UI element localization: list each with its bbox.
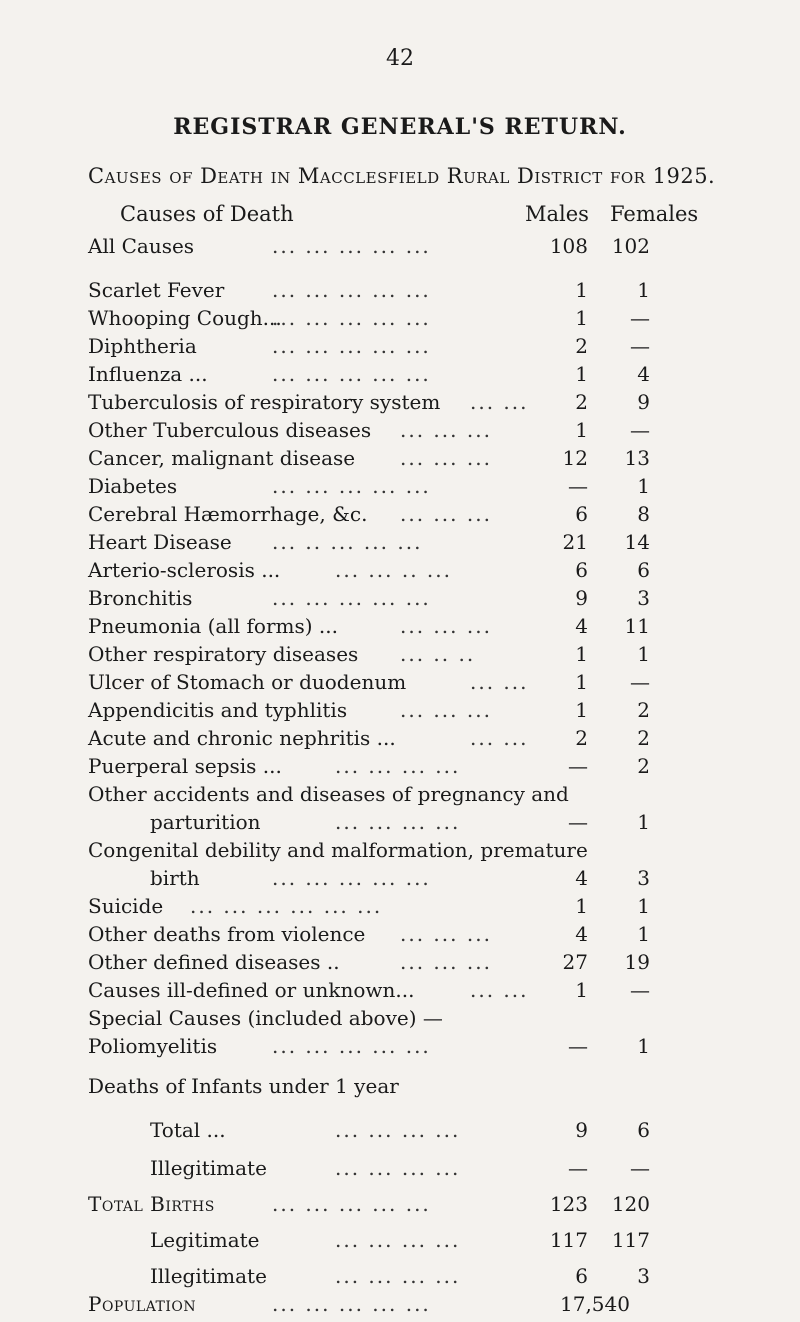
females-count: 3	[637, 586, 650, 610]
males-count: 9	[575, 586, 588, 610]
females-count: —	[630, 306, 650, 330]
row-label: Other deaths from violence	[88, 922, 366, 946]
females-count: 102	[611, 234, 650, 258]
table-row	[0, 1034, 800, 1064]
page-title: REGISTRAR GENERAL'S RETURN.	[173, 114, 627, 140]
males-count: 1	[575, 698, 588, 722]
females-count: —	[630, 978, 650, 1002]
table-row-population	[0, 1292, 800, 1322]
row-label: Total Births	[88, 1192, 215, 1216]
table-row	[0, 922, 800, 952]
leader-dots: ... ... ... ... ...	[272, 1192, 431, 1216]
leader-dots: ... ... ... ... ...	[272, 306, 431, 330]
females-count: —	[630, 418, 650, 442]
males-count: 1	[575, 894, 588, 918]
males-count: 6	[575, 502, 588, 526]
females-count: 1	[637, 642, 650, 666]
table-row	[0, 1264, 800, 1294]
table-row	[0, 726, 800, 756]
leader-dots: ... ...	[470, 670, 529, 694]
females-count: 1	[637, 922, 650, 946]
leader-dots: ... ... ... ... ... ...	[190, 894, 383, 918]
females-count: 120	[611, 1192, 650, 1216]
leader-dots: ... ... ... ...	[335, 1156, 461, 1180]
table-row-total-births	[0, 1192, 800, 1222]
females-count: 3	[637, 1264, 650, 1288]
leader-dots: ... ... ... ... ...	[272, 278, 431, 302]
row-label: parturition	[150, 810, 261, 834]
leader-dots: ... ... ...	[400, 614, 492, 638]
leader-dots: ... ... .. ...	[335, 558, 453, 582]
males-count: —	[568, 1034, 588, 1058]
males-count: 27	[562, 950, 588, 974]
males-count: 4	[575, 922, 588, 946]
leader-dots: ... ... ...	[400, 698, 492, 722]
females-count: 9	[637, 390, 650, 414]
leader-dots: ... ...	[470, 726, 529, 750]
row-label: Diphtheria	[88, 334, 197, 358]
leader-dots: ... ... ... ... ...	[272, 1292, 431, 1316]
females-count: —	[630, 1156, 650, 1180]
males-count: 6	[575, 558, 588, 582]
table-row	[0, 558, 800, 588]
row-label: Arterio-sclerosis ...	[88, 558, 281, 582]
females-count: 3	[637, 866, 650, 890]
table-row	[0, 334, 800, 364]
leader-dots: ... ... ... ...	[335, 810, 461, 834]
females-count: —	[630, 334, 650, 358]
table-row	[0, 698, 800, 728]
leader-dots: ... .. ..	[400, 642, 476, 666]
row-label: Deaths of Infants under 1 year	[88, 1074, 399, 1098]
females-count: 6	[637, 1118, 650, 1142]
row-label: Appendicitis and typhlitis	[88, 698, 348, 722]
row-label: Acute and chronic nephritis ...	[88, 726, 396, 750]
table-row	[0, 530, 800, 560]
females-count: 13	[624, 446, 650, 470]
males-count: 1	[575, 642, 588, 666]
females-count: 8	[637, 502, 650, 526]
males-count: 1	[575, 306, 588, 330]
females-count: 2	[637, 754, 650, 778]
row-label: Scarlet Fever	[88, 278, 225, 302]
row-label: Legitimate	[150, 1228, 260, 1252]
row-label: Total ...	[150, 1118, 226, 1142]
leader-dots: ... ... ... ...	[335, 754, 461, 778]
table-row	[0, 1228, 800, 1258]
row-label: Other respiratory diseases	[88, 642, 359, 666]
row-label: Tuberculosis of respiratory system	[88, 390, 441, 414]
row-label: Diabetes	[88, 474, 178, 498]
females-count: 2	[637, 726, 650, 750]
leader-dots: ... ... ... ... ...	[272, 586, 431, 610]
table-row	[0, 642, 800, 672]
table-row-heading	[0, 838, 800, 868]
males-count: 108	[549, 234, 588, 258]
leader-dots: ... ... ... ... ...	[272, 362, 431, 386]
females-count: 2	[637, 698, 650, 722]
leader-dots: ... ... ...	[400, 446, 492, 470]
males-count: 2	[575, 334, 588, 358]
leader-dots: ... ... ... ... ...	[272, 866, 431, 890]
row-label: Congenital debility and malformation, premature	[88, 838, 588, 862]
table-row	[0, 754, 800, 784]
males-count: 117	[549, 1228, 588, 1252]
males-count: 123	[549, 1192, 588, 1216]
row-label: Poliomyelitis	[88, 1034, 218, 1058]
leader-dots: ... ... ... ...	[335, 1228, 461, 1252]
leader-dots: ... ... ... ... ...	[272, 334, 431, 358]
table-row	[0, 418, 800, 448]
row-label: Causes ill-defined or unknown...	[88, 978, 415, 1002]
row-label: Other accidents and diseases of pregnancy and	[88, 782, 569, 806]
females-count: 1	[637, 894, 650, 918]
males-count: 6	[575, 1264, 588, 1288]
row-label: Cancer, malignant disease	[88, 446, 356, 470]
column-header-males: Males	[525, 202, 589, 226]
females-count: 19	[624, 950, 650, 974]
males-count: —	[568, 810, 588, 834]
males-count: 1	[575, 362, 588, 386]
row-label: Whooping Cough...	[88, 306, 282, 330]
females-count: 14	[624, 530, 650, 554]
table-row-all-causes	[0, 234, 800, 264]
row-label: Influenza ...	[88, 362, 208, 386]
page-number: 42	[386, 46, 414, 71]
leader-dots: ... ... ...	[400, 922, 492, 946]
leader-dots: ... ... ... ...	[335, 1118, 461, 1142]
leader-dots: ... ... ...	[400, 502, 492, 526]
table-row	[0, 670, 800, 700]
table-row	[0, 978, 800, 1008]
table-row-heading	[0, 1006, 800, 1036]
males-count: —	[568, 1156, 588, 1180]
leader-dots: ... ... ...	[400, 418, 492, 442]
males-count: 1	[575, 670, 588, 694]
table-row	[0, 586, 800, 616]
row-label: Suicide	[88, 894, 164, 918]
row-label: Illegitimate	[150, 1156, 267, 1180]
males-count: —	[568, 474, 588, 498]
row-label: Cerebral Hæmorrhage, &c.	[88, 502, 368, 526]
table-row	[0, 810, 800, 840]
row-label: Special Causes (included above) —	[88, 1006, 443, 1030]
females-count: 4	[637, 362, 650, 386]
table-row	[0, 1118, 800, 1148]
males-count: 21	[562, 530, 588, 554]
females-count: 1	[637, 1034, 650, 1058]
females-count: 1	[637, 474, 650, 498]
females-count: 11	[624, 614, 650, 638]
row-label: Ulcer of Stomach or duodenum	[88, 670, 407, 694]
row-label: Pneumonia (all forms) ...	[88, 614, 338, 638]
males-count: 4	[575, 614, 588, 638]
leader-dots: ... ... ... ... ...	[272, 474, 431, 498]
males-count: 1	[575, 418, 588, 442]
table-row	[0, 894, 800, 924]
row-label: Other defined diseases ..	[88, 950, 340, 974]
population-value: 17,540	[560, 1292, 630, 1316]
leader-dots: ... .. ... ... ...	[272, 530, 423, 554]
females-count: —	[630, 670, 650, 694]
table-row-heading	[0, 782, 800, 812]
males-count: 1	[575, 278, 588, 302]
row-label: All Causes	[88, 234, 195, 258]
females-count: 6	[637, 558, 650, 582]
row-label: Heart Disease	[88, 530, 232, 554]
females-count: 1	[637, 278, 650, 302]
males-count: —	[568, 754, 588, 778]
females-count: 117	[611, 1228, 650, 1252]
table-row	[0, 278, 800, 308]
males-count: 2	[575, 390, 588, 414]
males-count: 12	[562, 446, 588, 470]
females-count: 1	[637, 810, 650, 834]
row-label: birth	[150, 866, 200, 890]
row-label: Bronchitis	[88, 586, 193, 610]
column-header-cause: Causes of Death	[120, 202, 294, 226]
table-row	[0, 866, 800, 896]
leader-dots: ... ... ... ...	[335, 1264, 461, 1288]
table-row	[0, 1156, 800, 1186]
table-subtitle: Causes of Death in Macclesfield Rural District for 1925.	[88, 164, 716, 188]
table-row	[0, 446, 800, 476]
row-label: Population	[88, 1292, 197, 1316]
leader-dots: ... ...	[470, 390, 529, 414]
row-label: Illegitimate	[150, 1264, 267, 1288]
males-count: 1	[575, 978, 588, 1002]
row-label: Other Tuberculous diseases	[88, 418, 372, 442]
column-header-females: Females	[610, 202, 699, 226]
males-count: 2	[575, 726, 588, 750]
table-row	[0, 950, 800, 980]
table-row-heading	[0, 1074, 800, 1104]
table-row	[0, 474, 800, 504]
table-row	[0, 614, 800, 644]
row-label: Puerperal sepsis ...	[88, 754, 282, 778]
table-row	[0, 390, 800, 420]
table-row	[0, 306, 800, 336]
leader-dots: ... ... ... ... ...	[272, 234, 431, 258]
table-row	[0, 502, 800, 532]
males-count: 9	[575, 1118, 588, 1142]
males-count: 4	[575, 866, 588, 890]
leader-dots: ... ...	[470, 978, 529, 1002]
leader-dots: ... ... ... ... ...	[272, 1034, 431, 1058]
table-row	[0, 362, 800, 392]
leader-dots: ... ... ...	[400, 950, 492, 974]
